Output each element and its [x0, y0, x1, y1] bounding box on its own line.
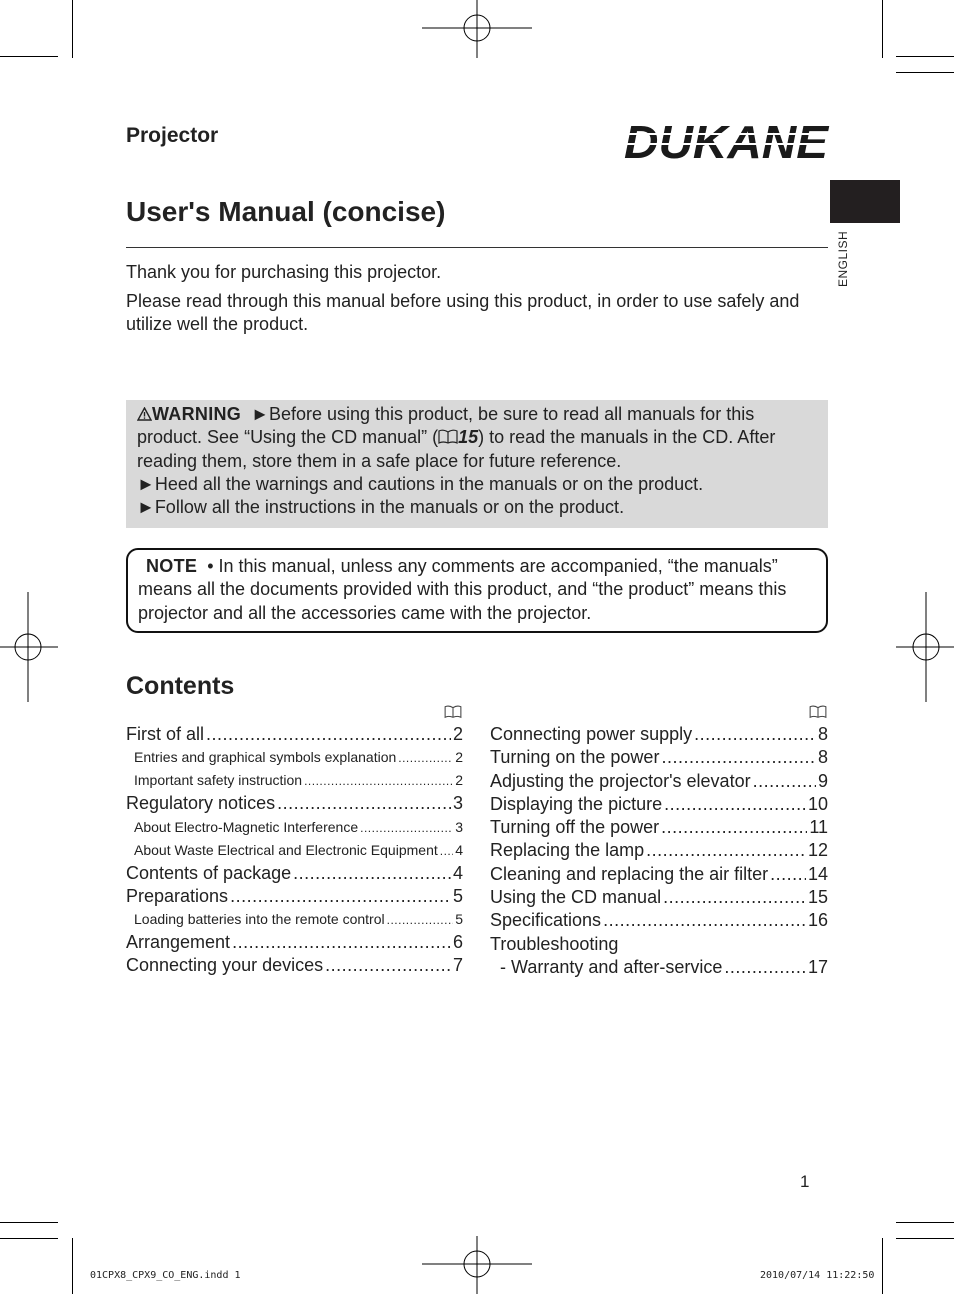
toc-page-number: 11: [809, 817, 828, 838]
toc-entry: [126, 862, 463, 885]
toc-leader-dots: [664, 793, 806, 816]
toc-label: Loading batteries into the remote control: [134, 911, 385, 928]
toc-entry: [490, 863, 828, 886]
toc-page-number: 10: [807, 793, 828, 814]
registration-mark: [422, 1236, 532, 1294]
toc-label: Entries and graphical symbols explanation: [134, 749, 397, 766]
crop-mark: [882, 1238, 883, 1294]
toc-leader-dots: [753, 770, 816, 793]
toc-label: Using the CD manual: [490, 887, 662, 908]
toc-label: First of all: [126, 724, 205, 744]
warning-line-2: ►Heed all the warnings and cautions in the manuals or on the product.: [137, 473, 704, 494]
toc-leader-dots: [230, 885, 451, 908]
book-icon: [444, 705, 462, 719]
toc-leader-dots: [360, 816, 453, 840]
toc-page-number: 15: [807, 887, 828, 908]
toc-label: - Warranty and after-service: [500, 956, 723, 977]
toc-label: Displaying the picture: [490, 793, 663, 814]
toc-leader-dots: [646, 839, 806, 862]
toc-entry: [126, 954, 463, 977]
toc-page-number: 9: [817, 770, 828, 791]
crop-mark: [896, 1238, 954, 1239]
toc-page-number: 2: [455, 772, 463, 789]
toc-label: Preparations: [126, 885, 229, 906]
crop-mark: [0, 1222, 58, 1223]
book-icon: [438, 427, 458, 447]
contents-title: Contents: [126, 672, 235, 700]
product-label: Projector: [126, 124, 219, 147]
crop-mark: [882, 0, 883, 58]
toc-entry: [490, 816, 828, 839]
toc-page-number: 14: [807, 863, 828, 884]
toc-page-number: 8: [817, 747, 828, 768]
registration-mark: [422, 0, 532, 58]
toc-entry: [490, 793, 828, 816]
toc-page-number: 12: [807, 840, 828, 861]
warning-text: ►Before using this product, be sure to read all manuals for this product. See “Using the CD manual” (: [137, 404, 755, 448]
toc-entry: [126, 839, 463, 862]
toc-entry: [490, 723, 828, 746]
registration-mark: [896, 592, 954, 702]
language-label: ENGLISH: [836, 230, 850, 287]
warning-ref: 15: [458, 427, 479, 448]
toc-page-number: 4: [452, 862, 463, 883]
toc-label: Adjusting the projector's elevator: [490, 770, 751, 791]
intro-please-read: Please read through this manual before using this product, in order to use safely and utilize well the product.: [126, 291, 800, 334]
crop-mark: [0, 1238, 58, 1239]
title-divider: [126, 247, 828, 248]
toc-leader-dots: [724, 956, 806, 979]
toc-leader-dots: [770, 863, 806, 886]
contents-left-column: [126, 723, 463, 978]
toc-page-number: 5: [452, 885, 463, 906]
toc-leader-dots: [304, 769, 453, 793]
toc-label: Connecting power supply: [490, 724, 693, 744]
toc-leader-dots: [663, 886, 806, 909]
toc-label: Connecting your devices: [126, 955, 324, 976]
book-icon: [809, 705, 827, 719]
toc-entry: [490, 956, 828, 979]
toc-page-number: 6: [452, 932, 463, 953]
toc-page-number: 5: [455, 911, 463, 928]
registration-mark: [0, 592, 58, 702]
note-text: • In this manual, unless any comments are accompanied, “the manuals” means all the documents provided with this product, and “the product” means this projector and all the accessories came with the projector.: [138, 556, 787, 623]
warning-line-1: [137, 403, 818, 473]
toc-label: About Waste Electrical and Electronic Equipment: [134, 841, 438, 858]
toc-entry: [490, 770, 828, 793]
contents-right-column: [490, 723, 828, 979]
toc-leader-dots: [440, 839, 453, 863]
toc-label: Replacing the lamp: [490, 840, 645, 861]
toc-page-number: 2: [455, 749, 463, 766]
slug-filename: 01CPX8_CPX9_CO_ENG.indd 1: [90, 1270, 241, 1281]
toc-entry: [490, 746, 828, 769]
toc-entry: [126, 931, 463, 954]
note-label: NOTE: [146, 556, 198, 576]
toc-leader-dots: [325, 954, 451, 977]
warning-label: WARNING: [152, 404, 242, 424]
toc-label: Turning off the power: [490, 817, 660, 838]
language-tab: [830, 180, 900, 223]
toc-page-number: 7: [452, 955, 463, 976]
toc-entry: [126, 885, 463, 908]
crop-mark: [0, 56, 58, 57]
toc-entry: [490, 839, 828, 862]
toc-entry: [126, 723, 463, 746]
toc-label: Important safety instruction: [134, 772, 303, 789]
warning-text-end: ) to read the manuals in the CD. After reading them, store them in a safe place for future reference.: [137, 427, 776, 471]
toc-label: Cleaning and replacing the air filter: [490, 863, 769, 884]
toc-entry: [126, 816, 463, 839]
toc-page-number: 17: [807, 956, 828, 977]
warning-line-3: ►Follow all the instructions in the manuals or on the product.: [137, 497, 625, 518]
crop-mark: [72, 1238, 73, 1294]
intro-thanks: Thank you for purchasing this projector.: [126, 262, 442, 282]
toc-page-number: 3: [455, 818, 463, 835]
warning-icon: [137, 404, 152, 424]
toc-entry: [126, 769, 463, 792]
toc-page-number: 2: [452, 724, 463, 744]
toc-page-number: 8: [817, 724, 828, 744]
toc-label: Turning on the power: [490, 747, 660, 768]
toc-leader-dots: [387, 908, 454, 932]
toc-leader-dots: [293, 862, 451, 885]
toc-leader-dots: [206, 723, 451, 746]
toc-label: About Electro-Magnetic Interference: [134, 818, 359, 835]
page-number: 1: [800, 1172, 810, 1191]
toc-leader-dots: [661, 746, 816, 769]
toc-entry: [490, 909, 828, 932]
toc-entry: [490, 886, 828, 909]
toc-entry: [126, 792, 463, 815]
toc-leader-dots: [398, 746, 453, 770]
toc-label: Troubleshooting: [490, 933, 619, 954]
crop-mark: [72, 0, 73, 58]
toc-entry: [126, 908, 463, 931]
toc-entry: [490, 933, 828, 956]
toc-leader-dots: [661, 816, 807, 839]
toc-label: Contents of package: [126, 862, 292, 883]
toc-leader-dots: [694, 723, 816, 746]
toc-page-number: 3: [452, 793, 463, 814]
toc-label: Regulatory notices: [126, 793, 276, 814]
warning-box: [126, 400, 828, 528]
toc-leader-dots: [603, 909, 806, 932]
toc-entry: [126, 746, 463, 769]
brand-logo-text: DUKANE: [624, 118, 830, 162]
toc-label: Specifications: [490, 910, 602, 931]
toc-page-number: 4: [455, 841, 463, 858]
crop-mark: [896, 72, 954, 73]
slug-timestamp: 2010/07/14 11:22:50: [760, 1270, 875, 1281]
toc-page-number: 16: [807, 910, 828, 931]
toc-leader-dots: [277, 792, 451, 815]
crop-mark: [896, 56, 954, 57]
page-title: User's Manual (concise): [126, 196, 446, 227]
toc-leader-dots: [232, 931, 451, 954]
brand-logo: [622, 118, 830, 167]
toc-label: Arrangement: [126, 932, 231, 953]
crop-mark: [896, 1222, 954, 1223]
note-box: [126, 548, 828, 633]
